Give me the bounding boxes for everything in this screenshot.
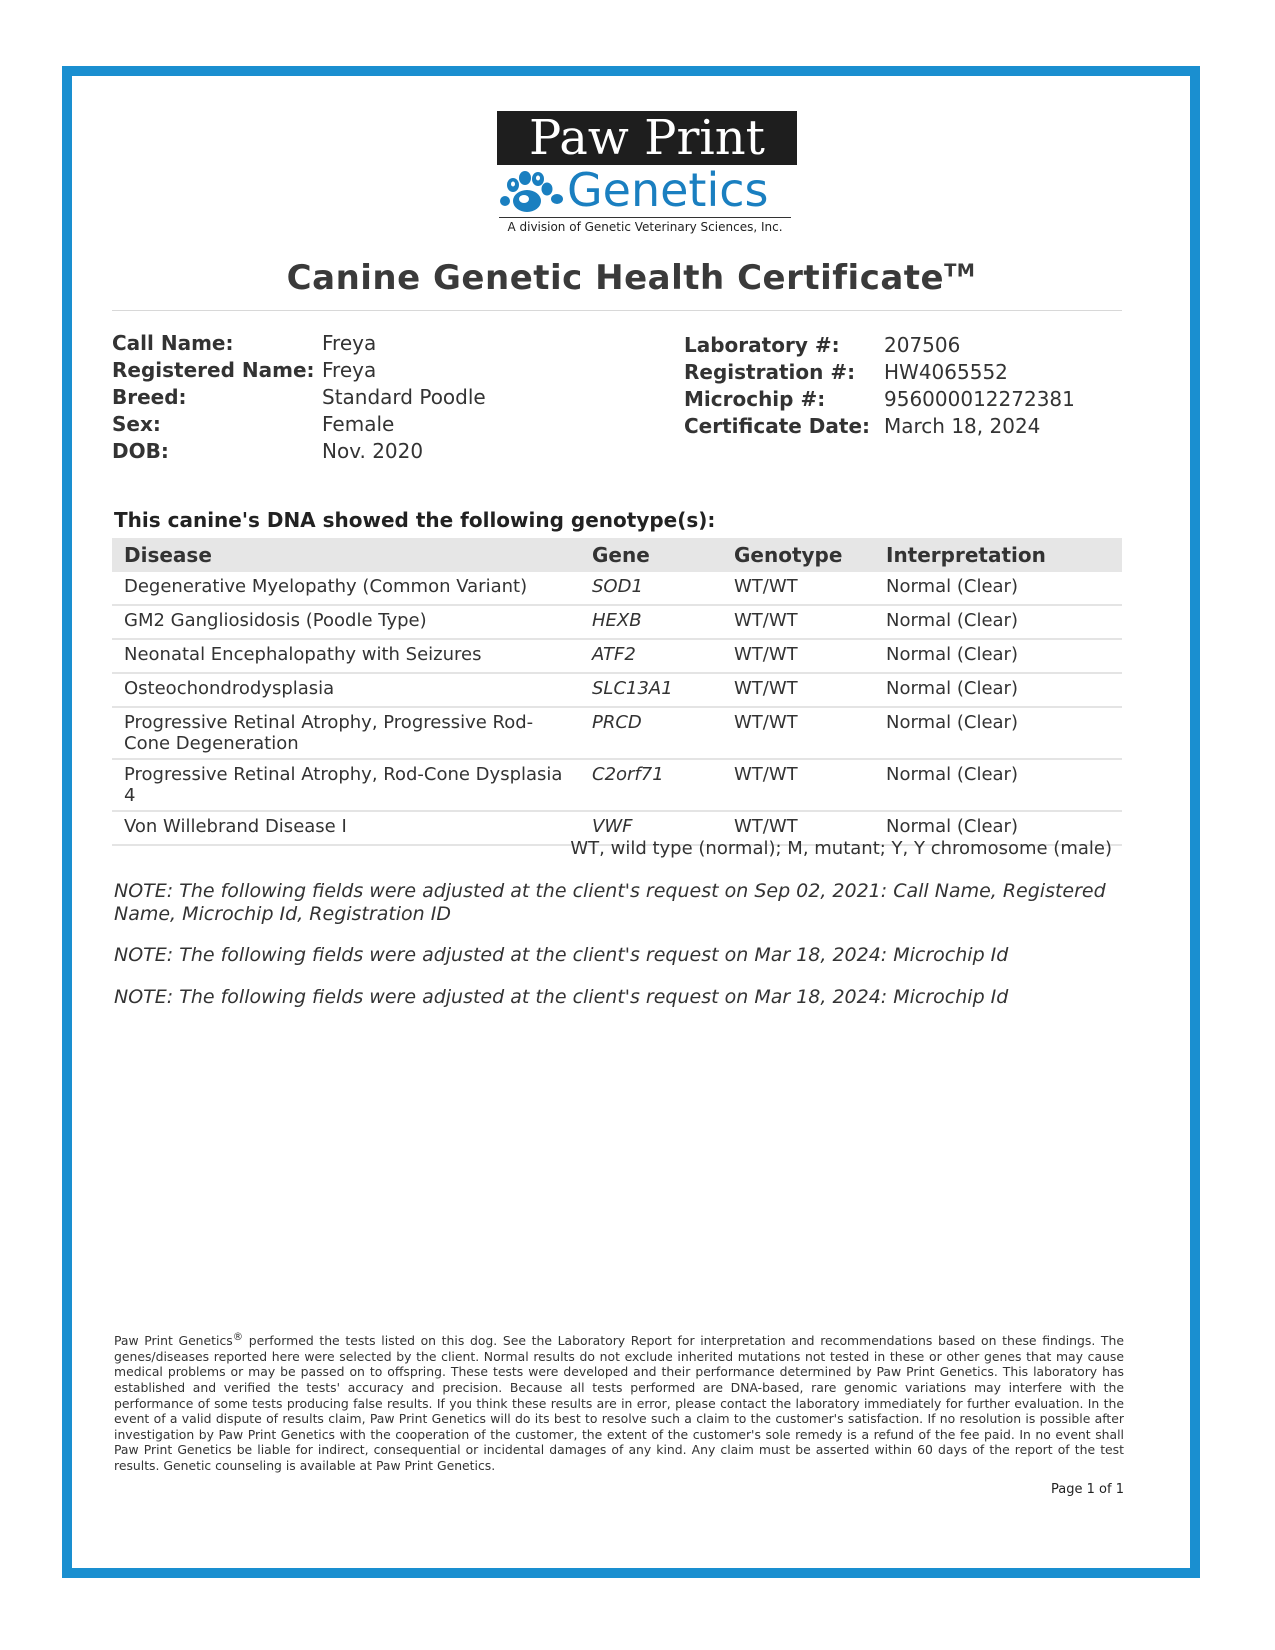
page-number: Page 1 of 1: [1051, 1482, 1124, 1497]
paw-print-icon: [497, 169, 571, 217]
certificate-date-value: March 18, 2024: [884, 414, 1041, 438]
genotype-cell: WT/WT: [722, 811, 874, 845]
call-name-value: Freya: [322, 331, 377, 355]
dog-info-values: [322, 330, 486, 465]
interpretation-cell: Normal (Clear): [874, 707, 1122, 759]
interpretation-cell: Normal (Clear): [874, 759, 1122, 811]
dob-value: Nov. 2020: [322, 439, 424, 463]
registered-name-value: Freya: [322, 358, 377, 382]
disease-cell: GM2 Gangliosidosis (Poodle Type): [112, 605, 580, 639]
registration-value: HW4065552: [884, 360, 1008, 384]
legal-disclaimer: [114, 1330, 1124, 1473]
table-row: [112, 759, 1122, 811]
table-header-row: [112, 538, 1122, 572]
genotype-heading: This canine's DNA showed the following genotype(s):: [114, 508, 716, 532]
trademark-mark: TM: [944, 260, 976, 282]
genotype-cell: WT/WT: [722, 639, 874, 673]
disease-cell: Neonatal Encephalopathy with Seizures: [112, 639, 580, 673]
genotype-cell: WT/WT: [722, 605, 874, 639]
sex-value: Female: [322, 412, 395, 436]
table-row: [112, 639, 1122, 673]
disease-cell: Von Willebrand Disease I: [112, 811, 580, 845]
logo-wordmark-top: Paw Print: [497, 111, 797, 165]
genotype-legend: WT, wild type (normal); M, mutant; Y, Y chromosome (male): [570, 838, 1112, 859]
certificate-date-label: Certificate Date:: [684, 414, 871, 438]
header-interpretation: Interpretation: [874, 538, 1122, 572]
certificate-frame: [62, 66, 1200, 1578]
sex-label: Sex:: [112, 412, 161, 436]
registration-label: Registration #:: [684, 360, 856, 384]
registered-mark: ®: [232, 1331, 244, 1343]
gene-cell: HEXB: [580, 605, 722, 639]
disclaimer-brand: Paw Print Genetics: [114, 1333, 233, 1349]
header-disease: Disease: [112, 538, 580, 572]
gene-cell: C2orf71: [580, 759, 722, 811]
dog-info-labels: [112, 330, 315, 465]
laboratory-label: Laboratory #:: [684, 333, 840, 357]
interpretation-cell: Normal (Clear): [874, 673, 1122, 707]
interpretation-cell: Normal (Clear): [874, 811, 1122, 845]
genotype-cell: WT/WT: [722, 707, 874, 759]
registered-name-label: Registered Name:: [112, 358, 315, 382]
gene-cell: SOD1: [580, 572, 722, 605]
gene-cell: PRCD: [580, 707, 722, 759]
genotype-cell: WT/WT: [722, 572, 874, 605]
laboratory-value: 207506: [884, 333, 961, 357]
interpretation-cell: Normal (Clear): [874, 605, 1122, 639]
certificate-title: Canine Genetic Health Certificate™: [286, 258, 976, 298]
company-logo: [497, 111, 797, 234]
disease-cell: Degenerative Myelopathy (Common Variant): [112, 572, 580, 605]
table-row: [112, 572, 1122, 605]
logo-subtitle: A division of Genetic Veterinary Sciences, Inc.: [499, 217, 791, 234]
microchip-label: Microchip #:: [684, 387, 826, 411]
adjustment-note: NOTE: The following fields were adjusted at the client's request on Sep 02, 2021: Call Name, Registered Name, Microchip Id, Registration ID: [114, 880, 1106, 925]
disease-cell: Progressive Retinal Atrophy, Rod-Cone Dysplasia 4: [112, 759, 580, 811]
interpretation-cell: Normal (Clear): [874, 572, 1122, 605]
breed-value: Standard Poodle: [322, 385, 486, 409]
table-row: [112, 605, 1122, 639]
disease-cell: Osteochondrodysplasia: [112, 673, 580, 707]
genotype-cell: WT/WT: [722, 759, 874, 811]
header-genotype: Genotype: [722, 538, 874, 572]
genotype-results-table: [112, 538, 1122, 846]
gene-cell: SLC13A1: [580, 673, 722, 707]
genotype-cell: WT/WT: [722, 673, 874, 707]
breed-label: Breed:: [112, 385, 187, 409]
disease-cell: Progressive Retinal Atrophy, Progressive Rod-Cone Degeneration: [112, 707, 580, 759]
microchip-value: 956000012272381: [884, 387, 1075, 411]
adjustment-note: NOTE: The following fields were adjusted at the client's request on Mar 18, 2024: Microchip Id: [114, 944, 1009, 966]
title-divider: [112, 310, 1122, 311]
interpretation-cell: Normal (Clear): [874, 639, 1122, 673]
lab-info-values: [884, 332, 1075, 440]
header-gene: Gene: [580, 538, 722, 572]
lab-info-labels: [684, 332, 870, 440]
gene-cell: VWF: [580, 811, 722, 845]
disclaimer-text: performed the tests listed on this dog. See the Laboratory Report for interpretation and recommendations based on these findings. The genes/diseases reported here were selected by the client. Normal results do not exclude inherited mutations not tested in these or other genes that may cause medical problems or may be passed on to offspring. These tests were developed and their performance determined by Paw Print Genetics. This laboratory has established and verified the tests' accuracy and precision. Because all tests performed are DNA-based, rare genomic variations may interfere with the performance of some tests producing false results. If you think these results are in error, please contact the laboratory immediately for further evaluation. In the event of a valid dispute of results claim, Paw Print Genetics will do its best to resolve such a claim to the customer's satisfaction. If no resolution is possible after investigation by Paw Print Genetics with the cooperation of the customer, the extent of the customer's sole remedy is a refund of the fee paid. In no event shall Paw Print Genetics be liable for indirect, consequential or incidental damages of any kind. Any claim must be asserted within 60 days of the report of the test results. Genetic counseling is available at Paw Print Genetics.: [114, 1333, 1124, 1473]
adjustment-note: NOTE: The following fields were adjusted at the client's request on Mar 18, 2024: Microchip Id: [114, 986, 1009, 1008]
dob-label: DOB:: [112, 439, 169, 463]
call-name-label: Call Name:: [112, 331, 234, 355]
table-row: [112, 707, 1122, 759]
table-row: [112, 673, 1122, 707]
gene-cell: ATF2: [580, 639, 722, 673]
logo-wordmark-bottom: Genetics: [567, 163, 769, 217]
